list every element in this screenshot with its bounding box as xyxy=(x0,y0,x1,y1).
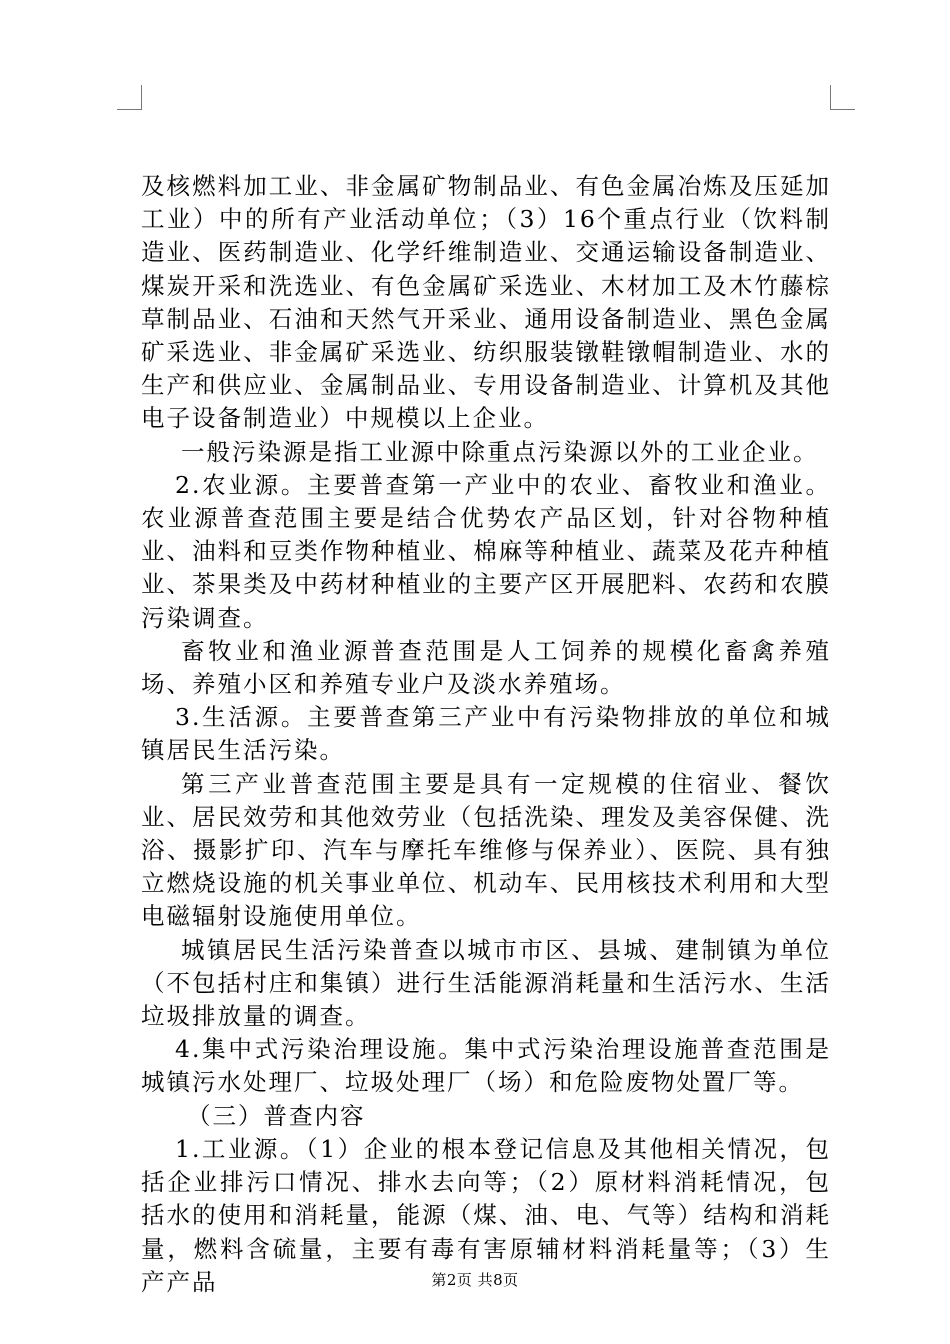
document-body xyxy=(141,170,831,1299)
page-number-footer: 第2页 共8页 xyxy=(431,1271,519,1289)
crop-mark-top-right xyxy=(830,85,855,110)
paragraph-livestock-fishery: 畜牧业和渔业源普查范围是人工饲养的规模化畜禽养殖场、养殖小区和养殖专业户及淡水养殖场。 xyxy=(141,636,831,699)
crop-mark-top-left xyxy=(117,85,142,110)
paragraph-agricultural-source: 2.农业源。主要普查第一产业中的农业、畜牧业和渔业。农业源普查范围主要是结合优势农产品区划，针对谷物种植业、油料和豆类作物种植业、棉麻等种植业、蔬菜及花卉种植业、茶果类及中药材种植业的主要产区开展肥料、农药和农膜污染调查。 xyxy=(141,470,831,632)
paragraph-industrial-list: 及核燃料加工业、非金属矿物制品业、有色金属冶炼及压延加工业）中的所有产业活动单位；（3）16个重点行业（饮料制造业、医药制造业、化学纤维制造业、交通运输设备制造业、煤炭开采和洗选业、有色金属矿采选业、木材加工及木竹藤棕草制品业、石油和天然气开采业、通用设备制造业、黑色金属矿采选业、非金属矿采选业、纺织服装镦鞋镦帽制造业、水的生产和供应业、金属制品业、专用设备制造业、计算机及其他电子设备制造业）中规模以上企业。 xyxy=(141,172,831,433)
paragraph-urban-residents: 城镇居民生活污染普查以城市市区、县城、建制镇为单位（不包括村庄和集镇）进行生活能源消耗量和生活污水、生活垃圾排放量的调查。 xyxy=(141,935,831,1031)
paragraph-general-pollution: 一般污染源是指工业源中除重点污染源以外的工业企业。 xyxy=(181,437,819,466)
paragraph-industrial-source-content: 1.工业源。（1）企业的根本登记信息及其他相关情况，包括企业排污口情况、排水去向等；（2）原材料消耗情况，包括水的使用和消耗量，能源（煤、油、电、气等）结构和消耗量，燃料含硫量，主要有毒有害原辅材料消耗量等；（3）生产产品 xyxy=(141,1134,831,1296)
paragraph-domestic-source: 3.生活源。主要普查第三产业中有污染物排放的单位和城镇居民生活污染。 xyxy=(141,703,831,765)
paragraph-tertiary-industry: 第三产业普查范围主要是具有一定规模的住宿业、餐饮业、居民效劳和其他效劳业（包括洗染、理发及美容保健、洗浴、摄影扩印、汽车与摩托车维修与保养业）、医院、具有独立燃烧设施的机关事业单位、机动车、民用核技术利用和大型电磁辐射设施使用单位。 xyxy=(141,769,831,931)
section-heading-survey-content: （三）普查内容 xyxy=(187,1101,366,1130)
paragraph-centralized-treatment: 4.集中式污染治理设施。集中式污染治理设施普查范围是城镇污水处理厂、垃圾处理厂（场）和危险废物处置厂等。 xyxy=(141,1035,831,1097)
